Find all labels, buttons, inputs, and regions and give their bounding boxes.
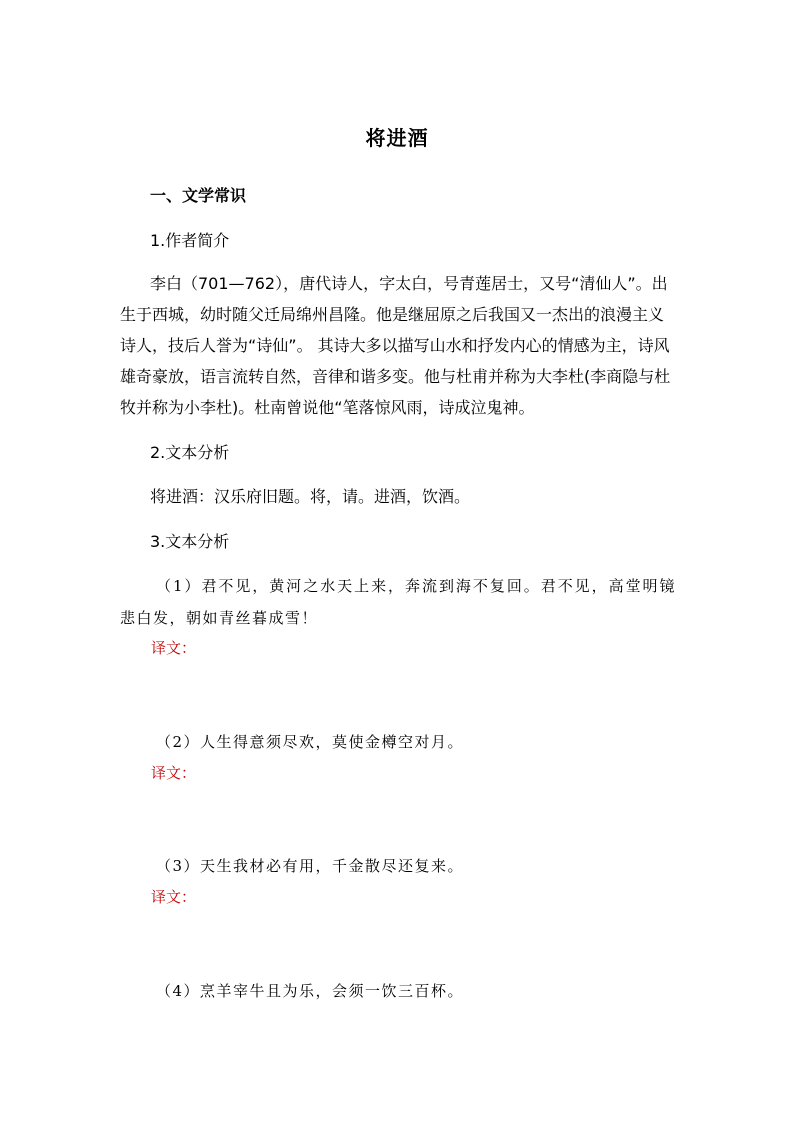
subheading-text-analysis-1: 2.文本分析 [150, 443, 230, 462]
translation-label-1: 译文： [151, 639, 197, 657]
document-title: 将进酒 [365, 126, 429, 150]
subheading-text-analysis-2: 3.文本分析 [150, 532, 230, 551]
verse-3: （3）天生我材必有用，千金散尽还复来。 [156, 857, 465, 875]
translation-label-2: 译文： [151, 764, 197, 782]
subheading-author-intro: 1.作者简介 [150, 231, 230, 250]
translation-label-3: 译文： [151, 888, 197, 906]
verse-4: （4）烹羊宰牛且为乐，会须一饮三百杯。 [156, 982, 465, 1000]
author-intro-paragraph: 李白（701—762），唐代诗人，字太白，号青莲居士，又号“清仙人”。出生于西城，幼时随父迁局绵州昌隆。他是继屈原之后我国又一杰出的浪漫主义诗人，技后人誉为“诗仙”。 其诗大多以描写山水和抒发内心的情感为主，诗风雄奇豪放，语言流转自然，音律和谐多变。他与杜甫并称为大李杜(李商隐与杜牧并称为小李杜)。杜南曾说他“笔落惊风雨，诗成泣鬼神。 [120, 274, 671, 417]
verse-1: （1）君不见，黄河之水天上来，奔流到海不复回。君不见，高堂明镜悲白发，朝如青丝暮成雪！ [120, 577, 676, 627]
verse-2: （2）人生得意须尽欢，莫使金樽空对月。 [156, 733, 465, 751]
section-heading-literary-knowledge: 一、文学常识 [150, 186, 247, 205]
title-explanation: 将进酒：汉乐府旧题。将，请。进酒，饮酒。 [150, 487, 471, 506]
